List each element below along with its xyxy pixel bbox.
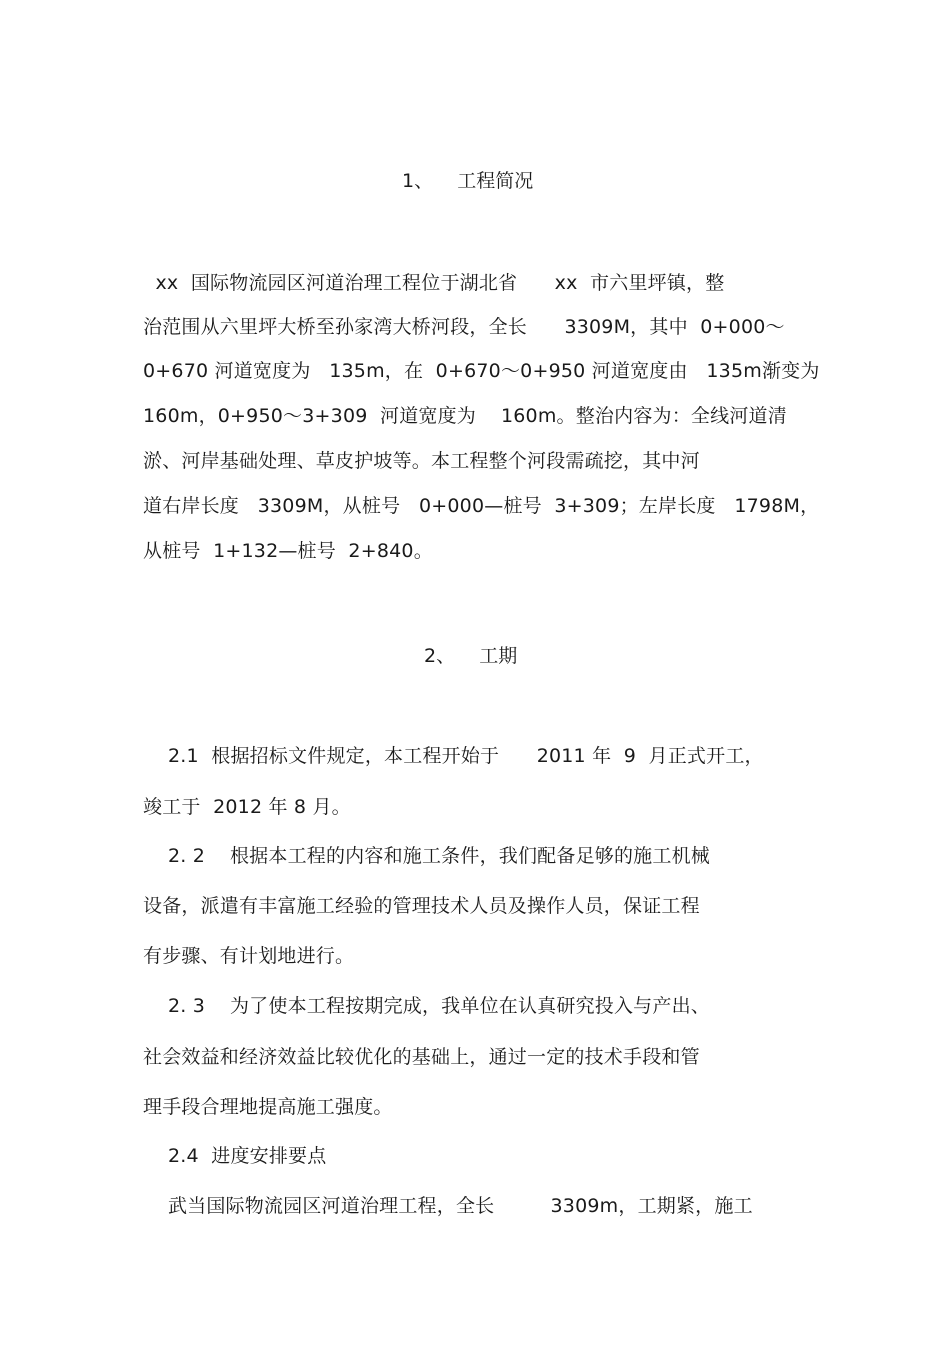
section-1-line-7: 从桩号 1+132—桩号 2+840。 [143,540,433,562]
section-2-line-1: 2.1 根据招标文件规定，本工程开始于 2011 年 9 月正式开工， [143,745,764,767]
section-2-heading: 2、 工期 [424,645,518,667]
section-2-line-6: 2. 3 为了使本工程按期完成，我单位在认真研究投入与产出、 [143,995,710,1017]
section-1-line-2: 治范围从六里坪大桥至孙家湾大桥河段，全长 3309M，其中 0+000～ [143,316,785,338]
section-2-line-5: 有步骤、有计划地进行。 [143,945,355,967]
section-2-line-9: 2.4 进度安排要点 [143,1145,327,1167]
section-2-line-3: 2. 2 根据本工程的内容和施工条件，我们配备足够的施工机械 [143,845,710,867]
section-2-line-10: 武当国际物流园区河道治理工程，全长 3309m，工期紧，施工 [143,1195,753,1217]
section-2-line-7: 社会效益和经济效益比较优化的基础上，通过一定的技术手段和管 [143,1046,700,1068]
section-2-line-2: 竣工于 2012 年 8 月。 [143,796,351,818]
section-1-line-3: 0+670 河道宽度为 135m，在 0+670～0+950 河道宽度由 135m渐变为 [143,360,820,382]
section-1-line-1: xx 国际物流园区河道治理工程位于湖北省 xx 市六里坪镇，整 [143,272,725,294]
section-2-line-4: 设备，派遣有丰富施工经验的管理技术人员及操作人员，保证工程 [143,895,700,917]
section-1-line-5: 淤、河岸基础处理、草皮护坡等。本工程整个河段需疏挖，其中河 [143,450,700,472]
section-1-heading: 1、 工程简况 [402,170,534,192]
section-2-line-8: 理手段合理地提高施工强度。 [143,1096,393,1118]
section-1-line-4: 160m，0+950～3+309 河道宽度为 160m。整治内容为：全线河道清 [143,405,787,427]
section-1-line-6: 道右岸长度 3309M，从桩号 0+000—桩号 3+309；左岸长度 1798M， [143,495,820,517]
